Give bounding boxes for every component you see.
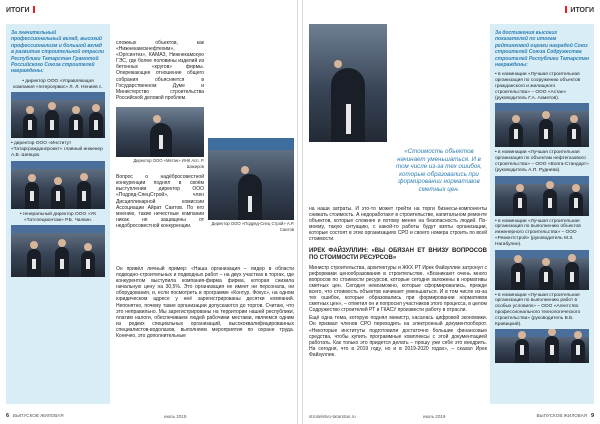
article-paragraph: Вопрос о надёбросовестной конкуренции поднял в своём выступлении директор ООО «Подряд-СпецСтрой», член Дисциплинарной комиссии Ассоциации Айрат Саитов. По его мнению, такие нечестные компании никак не защищены от недобросовестной конкуренции. xyxy=(116,174,204,229)
left-page xyxy=(0,0,298,424)
article-column-left-2 xyxy=(208,40,294,233)
award-photo-1 xyxy=(495,103,589,147)
photo-caption: Директор ООО «Метан» ИНК Асп. Р. Шакиров xyxy=(133,157,204,170)
award-caption-4: • в номинации «Лучшая строительная организация по выполнению работ в особых условиях» – ООО «Агентство профессионального технологического строительства» (руководитель В.Б. Кривицкий). xyxy=(495,292,581,327)
award-caption-3: • в номинации «Лучшая строительная организация по выполнению объектов инженерного строительства» – ООО «Ремонтстрой» (руководитель М.З. Нагабулин). xyxy=(495,218,581,247)
footer-date-right: июль 2019 xyxy=(423,414,446,419)
award-caption-3: • генеральный директор ООО «УК «Татспецмонтаж» Р.Б. Чалкин. xyxy=(19,211,97,223)
article-paragraph: на наши затраты. И это-то может грейти на торги бизнесы-компоненты снижать стоимость. А недоработают в строительстве, капитальном ремонте объектов, которые сложнее и потому менее на безопасность людей. По-моему, такую ситуацию, с какой-то работы будут взяты организации, которые состоят в этих организациях СРО и своего номера строить по всей стоимости. xyxy=(309,206,487,243)
section-marker-icon xyxy=(565,6,567,13)
sub-heading: ИРЕК ФАЙЗУЛЛИН: «ВЫ ОБЯЗАН ЕТ ВНИЗУ ВОПРОСОВ ПО СТОИМОСТИ РЕСУРСОВ» xyxy=(309,247,487,261)
award-photo-2 xyxy=(495,176,589,216)
footer-right xyxy=(536,413,594,419)
award-caption-1: • директор ООО «Управляющая компания «Інтерсервис» Л. Л. Нениев с. xyxy=(13,78,103,90)
article-paragraph: Он привёл личный пример: «Наша организация – лидер в области подводно-строительных и подводных работ – на двух участках в торгах, где конкурентом выступила компания-фирма фирма, которая снизила начальную цену на 30,5%. Это организация не имеет ни персонала, ни оборудования, и, если посмотреть в программе «Контур. Фокус», на одном юридическом адресе у неё зарегистрированы десятки компаний. Непонятно, почему такие организации допускаются до торгов. Считаю, что это неправильно. Мы зарегистрированы на территории нашей республики, платим налоги, обеспечиваем людей рабочими местами, являемся одним из редких специальных организаций, высококвалифицированных специалистов-водолазов, выполняем мероприятия по охране труда. Конечно, это дополнительные xyxy=(116,266,294,340)
award-photo-3 xyxy=(495,250,589,290)
section-marker-icon xyxy=(33,6,35,13)
speaker-photo-shakirov xyxy=(116,107,204,157)
sidebar-intro: За значительный профессиональный вклад, высокий профессионализм и большой вклад в развитие строительной отрасли Республики Татарстан Грамотой Российского Союза строителей награждены: xyxy=(11,30,105,75)
award-caption-1: • в номинации «Лучшая строительная организация по сооружению объектов гражданского и жилищного строительства» – ООО «Астан» (руководитель Г.А. Ахметов). xyxy=(495,72,581,101)
footer-site: stroitelstvo-tatarstan.ru xyxy=(309,414,356,419)
award-photo-4 xyxy=(495,329,589,363)
awards-sidebar-left xyxy=(6,24,110,404)
article-paragraph: сложных объектов, как «Нижнекамскнефтехим», «Оргсинтез», КАМАЗ, Нижнекамскую ГЭС, где более половины изделий из бетонных «кругов» фирмы. Опережающее отношение общего собрания объясняется в Государственном Думе и Министерство строительства Российской деловой проблем. xyxy=(116,40,204,101)
section-tag-left xyxy=(6,6,38,14)
sidebar-intro: За достижения высоких показателей по итогам рейтинговой оценки наградой Союз строителей Союза Содружества строителей Республики Татарстан награждены: xyxy=(495,30,589,69)
article-paragraph: Ещё одна тема, которую поднял министр, касалась цифровой экономики. Он призвал членов СРО переходить на электронный документооборот. «Некоторые институты подготовили достаточно большие финансовые средства, чтобы купить программные комплексы с этой документацией работать. Как только это придется делать – прошу уже себе это внедрить. На сегодня, что в 2019 году, но и в 2019-2020 годах», – сказал Ирек Файзуллин. xyxy=(309,315,487,358)
awards-sidebar-right xyxy=(490,24,594,404)
section-tag-text: ИТОГИ xyxy=(570,7,594,14)
publication-name: ВЫПУСКОВ ЖИЛОВАЯ xyxy=(12,413,64,418)
publication-name: ВЫПУСКОВ ЖИЛОВАЯ xyxy=(536,413,588,418)
article-paragraph: Министр строительства, архитектуры и ЖКХ РТ Ирек Файзуллин затронул с реформами ценообразования в строительстве. «Возникают очень много вопросов по стоимости ресурсов, которые сегодня заложены в нормативы сметных цен. Сегодня невозможно, которые сформировались, прежде всего, что стоимость объектов начинает уменьшаться. И в том числе из-за тех ошибок, которые образовались при формировании нормативов сметных цен», – отметил он и попросил участников этого процесса, в целом Содружество строителей РТ и ГКАСУ произвести работу в отрасли. xyxy=(309,264,487,314)
article-column-left-1 xyxy=(116,40,204,229)
page-number: 6 xyxy=(6,413,10,419)
right-page xyxy=(302,0,600,424)
speaker-photo-saitov xyxy=(208,138,294,220)
award-photo-1 xyxy=(11,92,105,138)
photo-caption: Директор ООО «Подряд-Спец Строй» А.Р. Саитов xyxy=(211,221,294,233)
award-caption-2: • в номинации «Лучшая строительная организация по объектам нефтегазового строительства» – ООО «Волга-Стандарт» (руководитель А.П. Руднева). xyxy=(495,150,589,173)
article-column-right xyxy=(309,206,487,358)
footer-date-left: июль 2019 xyxy=(164,414,187,419)
page-number: 9 xyxy=(590,413,594,419)
section-tag-right xyxy=(562,6,594,14)
section-tag-text: ИТОГИ xyxy=(6,7,30,14)
minister-photo xyxy=(309,24,387,142)
award-photo-3 xyxy=(11,225,105,277)
footer-left xyxy=(6,413,64,419)
article-column-left-bottom xyxy=(116,266,294,339)
award-caption-2: • директор ООО «Институт «Татаргражданпроект» главный инженер А.В. Шевцов. xyxy=(11,141,103,159)
pull-quote: «Стоимость объектов начинает уменьшаться. И в том числе из-за тех ошибок, которые образовались при формировании нормативов сметных цен. xyxy=(396,148,482,193)
award-photo-2 xyxy=(11,161,105,209)
